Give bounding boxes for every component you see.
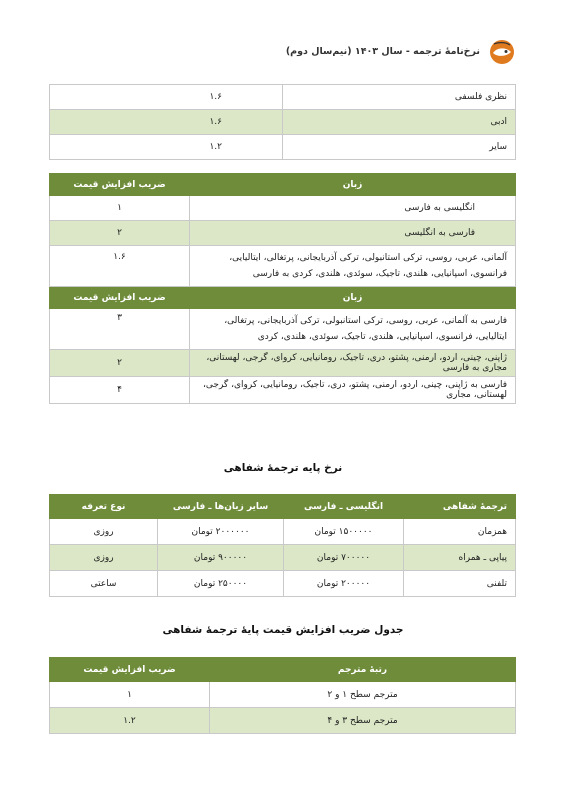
coef-cell: ۱.۲: [50, 708, 210, 734]
language-cell: انگلیسی به فارسی: [190, 196, 516, 221]
en-fa-cell: ۲۰۰۰۰۰ تومان: [284, 571, 404, 597]
en-fa-header: انگلیسی ـ فارسی: [284, 495, 404, 519]
table-row: [50, 708, 516, 734]
table-row: [50, 196, 516, 221]
language-cell: آلمانی، عربی، روسی، ترکی استانبولی، ترکی آذربایجانی، پرتغالی، ایتالیایی، فرانسوی، اسپانیایی، هلندی، تاجیک، سوئدی، هلندی، کردی به فارسی: [190, 246, 516, 287]
coef-header: ضریب افزایش قیمت: [50, 174, 190, 196]
translator-rank-cell: مترجم سطح ۳ و ۴: [210, 708, 516, 734]
tariff-type-cell: ساعتی: [50, 571, 158, 597]
coef-cell: ۲: [50, 350, 190, 377]
language-header: زبان: [190, 174, 516, 196]
table-row: [50, 246, 516, 287]
coef-cell: ۱.۶: [50, 85, 283, 110]
table-row: [50, 135, 516, 160]
en-fa-cell: ۱۵۰۰۰۰۰ تومان: [284, 519, 404, 545]
oral-rates-title: نرخ پایه ترجمهٔ شفاهی: [223, 462, 343, 474]
table-row: [50, 545, 516, 571]
table-row: [50, 377, 516, 404]
table-row: [50, 571, 516, 597]
language-coef-table: [49, 173, 516, 404]
translator-rank-cell: مترجم سطح ۱ و ۲: [210, 682, 516, 708]
coef-cell: ۱.۶: [50, 110, 283, 135]
language-header: زبان: [190, 287, 516, 309]
content-type-cell: ادبی: [283, 110, 516, 135]
document-title: نرخ‌نامهٔ ترجمه - سال ۱۴۰۳ (نیم‌سال دوم): [285, 46, 480, 57]
table-row: [50, 110, 516, 135]
other-lang-header: سایر زبان‌ها ـ فارسی: [158, 495, 284, 519]
oral-coef-title: جدول ضریب افزایش قیمت پایهٔ ترجمهٔ شفاهی: [162, 624, 404, 636]
coef-cell: ۱.۶: [50, 246, 190, 287]
tariff-type-header: نوع تعرفه: [50, 495, 158, 519]
other-lang-cell: ۲۵۰۰۰۰ تومان: [158, 571, 284, 597]
en-fa-cell: ۷۰۰۰۰۰ تومان: [284, 545, 404, 571]
table-row: [50, 85, 516, 110]
page-header: [50, 38, 516, 68]
coef-cell: ۳: [50, 309, 190, 350]
other-lang-cell: ۹۰۰۰۰۰ تومان: [158, 545, 284, 571]
language-cell: فارسی به آلمانی، عربی، روسی، ترکی استانبولی، ترکی آذربایجانی، پرتغالی، ایتالیایی، فرانسوی، اسپانیایی، هلندی، تاجیک، سوئدی، هلندی، کردی: [190, 309, 516, 350]
table-header-row: [50, 174, 516, 196]
coef-header: ضریب افزایش قیمت: [50, 287, 190, 309]
orange-fish-logo-icon: [488, 38, 516, 66]
tariff-type-cell: روزی: [50, 519, 158, 545]
translator-rank-header: رتبهٔ مترجم: [210, 658, 516, 682]
coef-header: ضریب افزایش قیمت: [50, 658, 210, 682]
table-header-row: [50, 287, 516, 309]
table-row: [50, 682, 516, 708]
content-type-cell: سایر: [283, 135, 516, 160]
content-type-table: [49, 84, 516, 160]
coef-cell: ۴: [50, 377, 190, 404]
table-row: [50, 519, 516, 545]
oral-rates-table: [49, 494, 516, 597]
oral-type-header: ترجمهٔ شفاهی: [404, 495, 516, 519]
table-header-row: [50, 658, 516, 682]
oral-type-cell: همزمان: [404, 519, 516, 545]
coef-cell: ۱: [50, 682, 210, 708]
language-cell: فارسی به ژاپنی، چینی، اردو، ارمنی، پشتو، دری، تاجیک، رومانیایی، کروای، گرجی، لهستانی، مجاری: [190, 377, 516, 404]
table-row: [50, 350, 516, 377]
language-cell: فارسی به انگلیسی: [190, 221, 516, 246]
table-row: [50, 221, 516, 246]
coef-cell: ۱: [50, 196, 190, 221]
oral-type-cell: پیاپی ـ همراه: [404, 545, 516, 571]
table-header-row: [50, 495, 516, 519]
oral-type-cell: تلفنی: [404, 571, 516, 597]
tariff-type-cell: روزی: [50, 545, 158, 571]
table-row: [50, 309, 516, 350]
other-lang-cell: ۲۰۰۰۰۰۰ تومان: [158, 519, 284, 545]
coef-cell: ۲: [50, 221, 190, 246]
content-type-cell: نظری فلسفی: [283, 85, 516, 110]
coef-cell: ۱.۲: [50, 135, 283, 160]
language-cell: ژاپنی، چینی، اردو، ارمنی، پشتو، دری، تاجیک، رومانیایی، کروای، گرجی، لهستانی، مجاری به فارسی: [190, 350, 516, 377]
oral-coef-table: [49, 657, 516, 734]
